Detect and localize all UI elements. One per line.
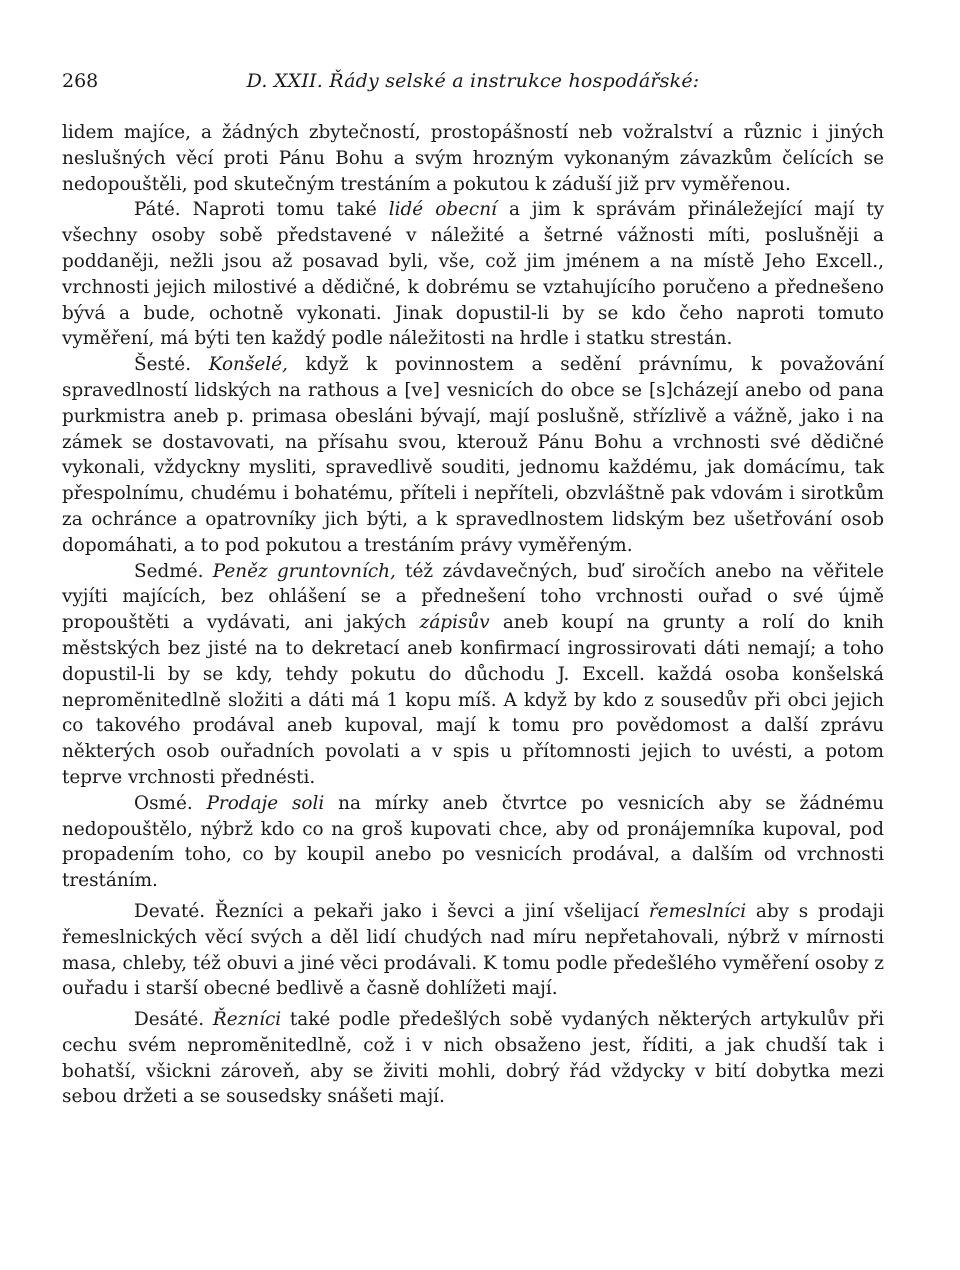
- text-segment: lidem majíce, a žádných zbytečností, prostopášností neb vožralství a různic i jiných neslušných věcí proti Pánu Bohu a svým hrozným vykonaným závazkům čelících se nedopouštěli, pod skutečným trestáním a pokutou k záduší již prv vyměřenou.: [62, 122, 884, 195]
- paragraph-sedme: [62, 559, 884, 791]
- paragraph-ordinal: Osmé.: [134, 792, 193, 814]
- text-segment: aby s prodaji řemeslnických věcí svých a děl lidí chudých nad míru nepřetahovali, nýbrž v mírnosti masa, chleby, též obuvi a jiné věci prodávali. K tomu podle předešlého vyměření osoby z ouřadu i starší obecné bedlivě a časně dohlížeti mají.: [62, 900, 884, 1000]
- italic-term: Prodaje soli: [206, 792, 325, 814]
- paragraph-seste: [62, 352, 884, 558]
- text-segment: [203, 561, 212, 582]
- paragraph-ordinal: Desáté.: [134, 1009, 205, 1031]
- paragraph-osme: [62, 791, 884, 894]
- paragraph-ordinal: Devaté.: [134, 900, 206, 922]
- text-segment: na mírky aneb čtvrtce po vesnicích aby se žádnému nedopouštělo, nýbrž kdo co na groš kupovati chce, aby od pronájemníka kupoval, pod propadením toho, co by koupil anebo po vesnicích prodával, a dalším od vrchnosti trestáním.: [62, 792, 884, 892]
- running-head: [62, 70, 884, 100]
- text-segment: Naproti tomu také: [180, 199, 389, 221]
- italic-term: Řezníci: [212, 1009, 282, 1031]
- text-segment: též závdavečných, buď siročích anebo na věřitele vyjíti majících, bez ohlášení se a přednešení toho vrchnosti ouřad o své újmě propouštěti a vydávati, ani jakých: [62, 560, 884, 634]
- text-segment: a jim k správám přináležející mají ty všechny osoby sobě představené v náležité a šetrné vážnosti míti, poslušněji a poddaněji, nežli jsou až posavad byli, vše, což jim jménem a na místě Jeho Excell., vrchnosti jejich milostivé a dědičné, k dobrému se vztahujícího poručeno a přednešeno bývá a bude, ochotně vykonati. Jinak dopustil-li by se kdo čeho naproti tomuto vyměření, má býti ten každý podle náležitosti na hrdle i statku strestán.: [62, 199, 885, 350]
- italic-term: lidé obecní: [388, 199, 497, 221]
- paragraph-continuation: [62, 120, 884, 197]
- text-segment: Řezníci a pekaři jako i ševci a jiní všelijací: [205, 900, 649, 922]
- body-text: [62, 120, 884, 1110]
- paragraph-ordinal: Šesté.: [134, 354, 192, 376]
- paragraph-devate: [62, 899, 884, 1002]
- italic-term: Peněz gruntovních,: [212, 560, 396, 582]
- paragraph-ordinal: Sedmé.: [134, 560, 204, 582]
- text-segment: [204, 1009, 213, 1030]
- document-page: [62, 0, 884, 1270]
- text-segment: aneb koupí na grunty a rolí do knih městských bez jisté na to dekretací aneb konfirmací ingrossirovati dáti nemají; a toho dopustil-li by se kdy, tehdy pokutu do důchodu J. Excell. každá osoba konšelská nepromĕnitedlně složiti a dáti má 1 kopu míš. A když by kdo z sousedův při obci jejich co takového prodával aneb kupoval, mají k tomu pro povědomost a další zprávu některých osob ouřadních povolati a v spis u přítomnosti jejich to uvésti, a potom teprve vrchnosti přednésti.: [62, 612, 884, 788]
- paragraph-ordinal: Páté.: [134, 199, 181, 221]
- page-number: 268: [62, 70, 99, 92]
- text-segment: [191, 354, 209, 375]
- italic-term: zápisův: [419, 612, 490, 634]
- paragraph-pate: [62, 197, 884, 352]
- text-segment: také podle předešlých sobě vydaných některých artykulův při cechu svém nepromĕnitedlně, což i v nich obsaženo jest, říditi, a jak chudší tak i bohatší, všickni zároveň, aby se živiti mohli, dobrý řád vždycky v bití dobytka mezi sebou držeti a se sousedsky snášeti mají.: [62, 1009, 884, 1108]
- running-title: D. XXII. Řády selské a instrukce hospodářské:: [246, 70, 700, 92]
- text-segment: když k povinnostem a sedění právnímu, k považování spravedlností lidských na rathous a [ve] vesnicích do obce se [s]cházejí anebo od pana purkmistra aneb p. primasa obesláni bývají, mají poslušně, střízlivě a vážně, jako i na zámek se dostavovati, na přísahu svou, kterouž Pánu Bohu a vrchnosti své dědičné vykonali, vždyckny mysliti, spravedlivě souditi, jednomu každému, jak domácímu, tak přespolnímu, chudému i bohatému, příteli i nepříteli, obzvláštně pak vdovám i sirotkům za ochránce a opatrovníky jich býti, a k spravedlnostem lidským bez ušetřování osob dopomáhati, a to pod pokutou a trestáním právy vyměřeným.: [62, 354, 884, 556]
- paragraph-desate: [62, 1007, 884, 1110]
- italic-term: řemeslníci: [648, 900, 747, 922]
- text-segment: [193, 793, 207, 814]
- italic-term: Konšelé,: [208, 354, 288, 376]
